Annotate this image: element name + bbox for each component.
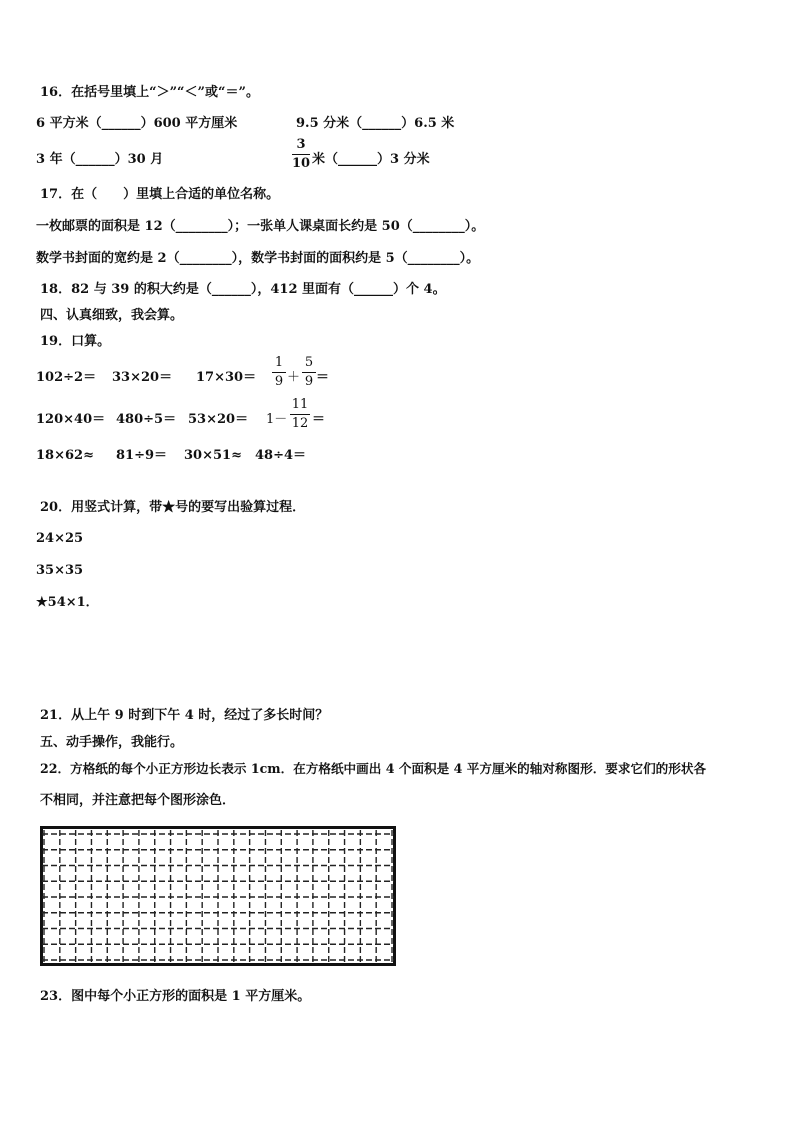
q19-r1-c1: 102÷2＝ xyxy=(36,370,97,385)
fraction-denominator: 9 xyxy=(304,374,314,389)
q19-r1-c3: 17×30＝ xyxy=(196,370,257,385)
q22-line2: 不相同，并注意把每个图形涂色． xyxy=(40,793,236,808)
q19-r3-c2: 81÷9＝ xyxy=(116,448,168,463)
q19-r3-c1: 18×62≈ xyxy=(36,448,94,463)
section4-title: 四、认真细致，我会算。 xyxy=(40,308,184,323)
q17-line1: 一枚邮票的面积是 12（________）；一张单人课桌面长约是 50（________）。 xyxy=(36,219,485,234)
fraction-denominator: 10 xyxy=(292,156,311,171)
q22-line1: 22．方格纸的每个小正方形边长表示 1cm．在方格纸中画出 4 个面积是 4 平方厘米的轴对称图形．要求它们的形状各 xyxy=(40,761,707,776)
grid-paper xyxy=(40,826,396,966)
q16-item-d: 米（______）3 分米 xyxy=(312,152,430,167)
q20-item-3: ★54×1． xyxy=(36,595,99,610)
q20-title: 20．用竖式计算，带★号的要写出验算过程． xyxy=(40,500,306,515)
q23-text: 23．图中每个小正方形的面积是 1 平方厘米。 xyxy=(40,989,311,1004)
q19-r3-c4: 48÷4＝ xyxy=(255,448,307,463)
q19-r1-fraction2 xyxy=(302,356,316,389)
fraction-bar xyxy=(290,414,310,415)
q19-r1-eq: ＝ xyxy=(316,370,330,385)
q19-r2-c3: 53×20＝ xyxy=(188,412,249,427)
fraction-bar xyxy=(272,372,286,373)
q19-r2-fraction xyxy=(290,398,310,431)
q20-item-1: 24×25 xyxy=(36,531,84,546)
q19-r2-eq: ＝ xyxy=(312,412,326,427)
fraction-numerator: 11 xyxy=(291,397,309,412)
q21-text: 21．从上午 9 时到下午 4 时，经过了多长时间？ xyxy=(40,708,329,723)
fraction-numerator: 3 xyxy=(296,137,306,152)
grid-paper-svg xyxy=(40,826,396,966)
q19-title: 19．口算。 xyxy=(40,334,111,349)
q19-r3-c3: 30×51≈ xyxy=(184,448,242,463)
q17-line2: 数学书封面的宽约是 2（________），数学书封面的面积约是 5（________）。 xyxy=(36,251,480,266)
fraction-denominator: 9 xyxy=(274,374,284,389)
section5-title: 五、动手操作，我能行。 xyxy=(40,735,184,750)
fraction-bar xyxy=(302,372,316,373)
q19-r2-c2: 480÷5＝ xyxy=(116,412,177,427)
q16-item-b: 9.5 分米（______）6.5 米 xyxy=(296,116,455,131)
q20-item-2: 35×35 xyxy=(36,563,84,578)
q19-r1-fraction1 xyxy=(272,356,286,389)
q17-title: 17．在（ ）里填上合适的单位名称。 xyxy=(40,187,280,202)
q18-text: 18．82 与 39 的积大约是（______），412 里面有（______）个 4。 xyxy=(40,282,446,297)
q19-r2-c1: 120×40＝ xyxy=(36,412,106,427)
q19-r1-c2: 33×20＝ xyxy=(112,370,173,385)
fraction-denominator: 12 xyxy=(291,416,309,431)
q16-title: 16．在括号里填上“＞”“＜”或“＝”。 xyxy=(40,85,259,100)
q19-r1-plus: ＋ xyxy=(287,370,301,385)
fraction-bar xyxy=(292,154,310,155)
q19-r2-prefix: 1－ xyxy=(266,412,288,427)
q16-fraction xyxy=(292,138,310,171)
q16-item-c: 3 年（______）30 月 xyxy=(36,152,164,167)
q16-item-a: 6 平方米（______）600 平方厘米 xyxy=(36,116,238,131)
fraction-numerator: 5 xyxy=(304,355,314,370)
fraction-numerator: 1 xyxy=(274,355,284,370)
